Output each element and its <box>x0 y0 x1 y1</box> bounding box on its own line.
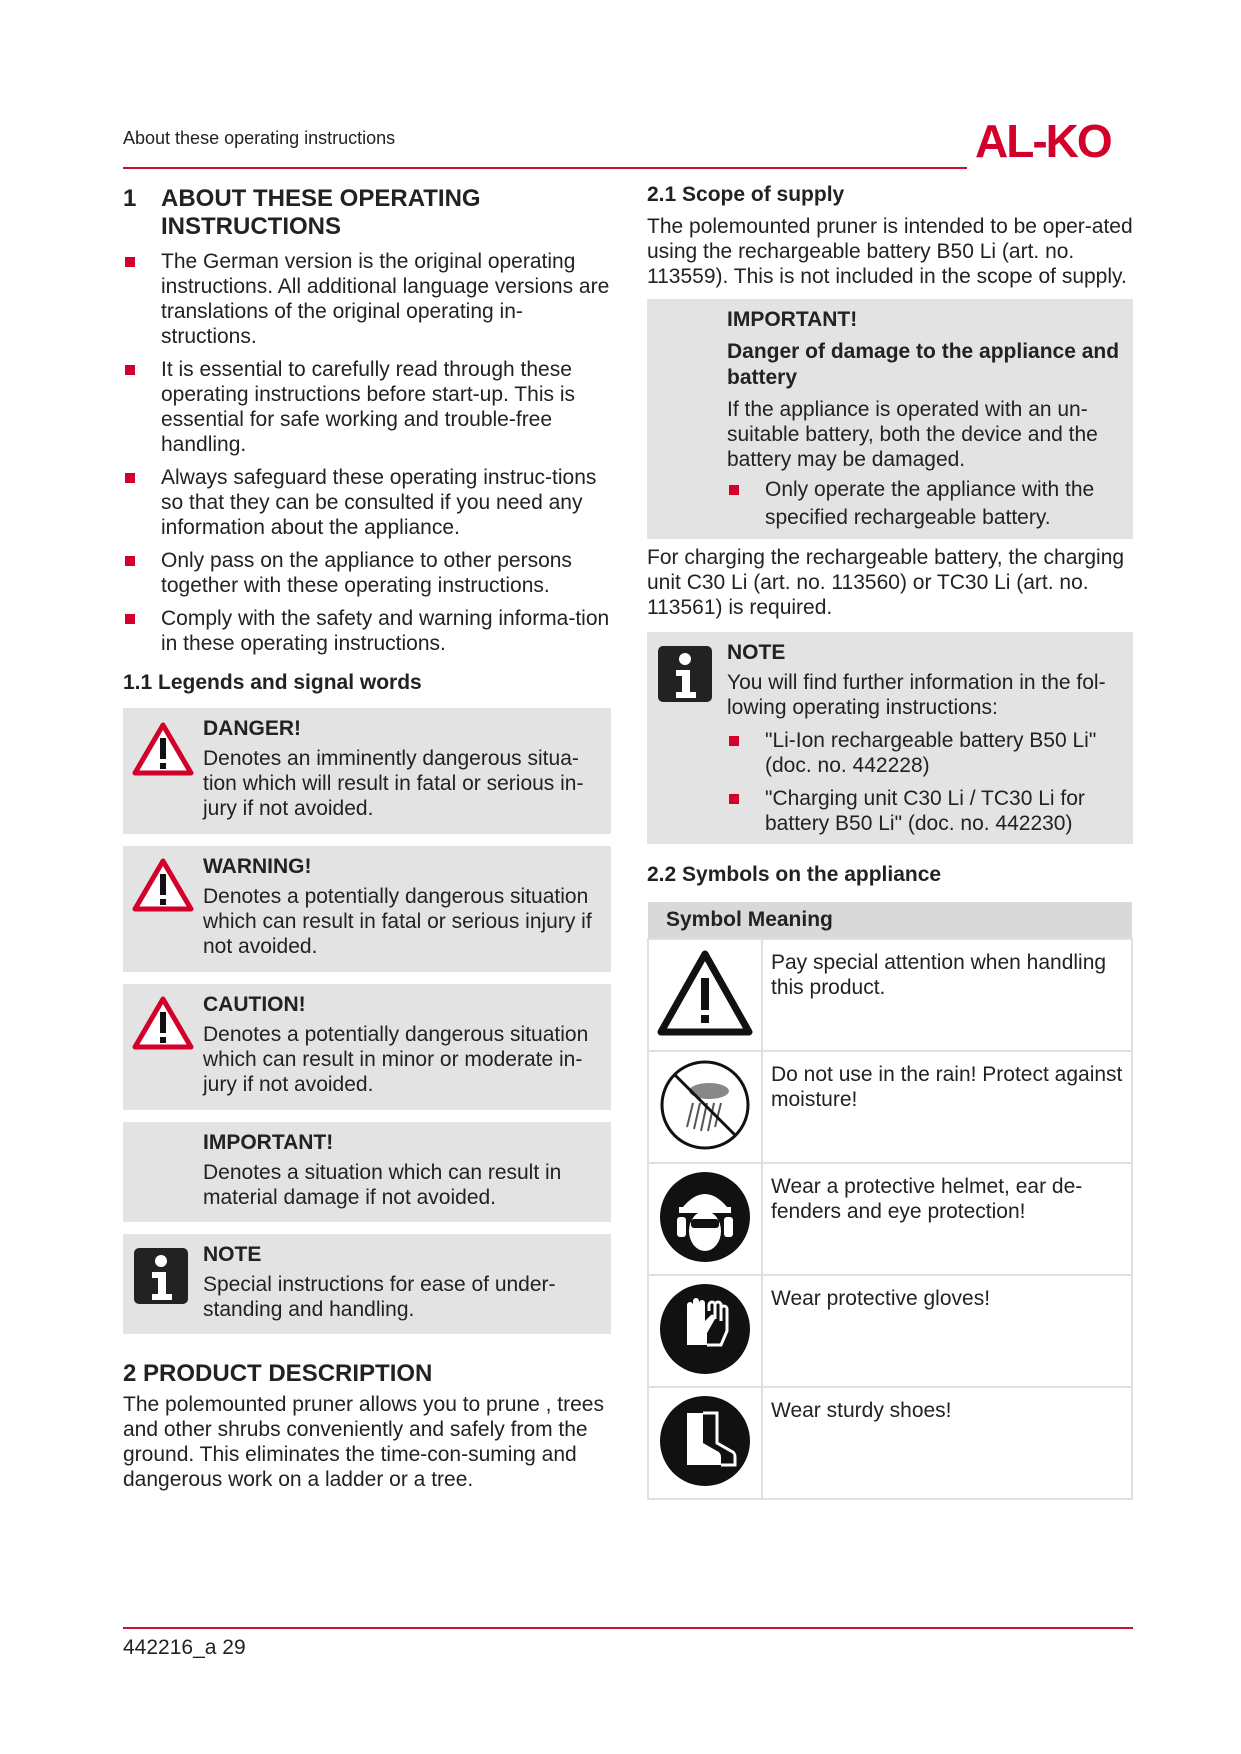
table-row <box>648 1051 1132 1163</box>
danger-title: DANGER! <box>203 717 301 740</box>
alko-logo <box>975 115 1135 165</box>
section-2-1-text: The polemounted pruner is intended to be oper-ated using the rechargeable battery B50 Li (art. no. 113559). This is not included in the scope of supply. <box>647 215 1133 288</box>
bullet-square-icon <box>125 257 135 267</box>
left-column <box>123 185 611 1492</box>
warning-text: Denotes a potentially dangerous situation which can result in fatal or serious injury if not avoided. <box>203 885 592 958</box>
no-rain-icon <box>657 1057 753 1153</box>
symbol-meaning: Wear sturdy shoes! <box>762 1387 1132 1499</box>
note-box <box>123 1234 611 1334</box>
caution-box <box>123 984 611 1110</box>
bullet-square-icon <box>125 365 135 375</box>
important-battery-box <box>647 299 1133 539</box>
note-title: NOTE <box>203 1243 262 1266</box>
important-battery-subtitle: Danger of damage to the appliance and battery <box>727 340 1120 389</box>
right-column <box>647 182 1133 1500</box>
list-item: Always safeguard these operating instruc-tions so that they can be consulted if you need any information about the appliance. <box>123 465 611 540</box>
important-text: Denotes a situation which can result in material damage if not avoided. <box>203 1161 562 1209</box>
table-row <box>648 1163 1132 1275</box>
danger-box <box>123 708 611 834</box>
general-warning-icon <box>657 948 753 1038</box>
sturdy-shoes-icon <box>657 1393 753 1489</box>
warning-box <box>123 846 611 972</box>
info-icon <box>132 1246 190 1306</box>
symbol-column-header: Symbol <box>666 908 742 931</box>
caution-title: CAUTION! <box>203 993 306 1016</box>
caution-text: Denotes a potentially dangerous situation which can result in minor or moderate in-jury if not avoided. <box>203 1023 589 1096</box>
symbol-meaning: Wear protective gloves! <box>762 1275 1132 1387</box>
bullet-square-icon <box>125 614 135 624</box>
charging-text: For charging the rechargeable battery, the charging unit C30 Li (art. no. 113560) or TC30 Li (art. no. 113561) is required. <box>647 546 1125 619</box>
further-info-title: NOTE <box>727 641 786 664</box>
section-1-heading <box>123 185 611 241</box>
list-item: "Li-Ion rechargeable battery B50 Li" (doc. no. 442228) <box>727 728 1127 778</box>
danger-text: Denotes an imminently dangerous situa-tion which will result in fatal or serious in-jury if not avoided. <box>203 747 584 820</box>
note-text: Special instructions for ease of under-standing and handling. <box>203 1273 556 1321</box>
meaning-column-header: Meaning <box>747 908 833 931</box>
warning-title: WARNING! <box>203 855 312 878</box>
table-row <box>648 1387 1132 1499</box>
table-row <box>648 1275 1132 1387</box>
list-item: Comply with the safety and warning informa-tion in these operating instructions. <box>123 606 611 656</box>
section-2-1-heading: 2.1 Scope of supply <box>647 183 845 206</box>
section-1-bullet-list <box>123 249 611 656</box>
bullet-square-icon <box>729 736 739 746</box>
further-info-note-box <box>647 632 1133 844</box>
list-item: Only pass on the appliance to other persons together with these operating instructions. <box>123 548 611 598</box>
warning-triangle-icon <box>132 722 194 776</box>
table-header-row <box>648 902 1132 939</box>
bullet-square-icon <box>125 556 135 566</box>
header-title: About these operating instructions <box>123 128 396 148</box>
further-info-text: You will find further information in the fol-lowing operating instructions: <box>727 671 1106 719</box>
info-icon <box>656 644 714 704</box>
further-info-list <box>727 728 1127 836</box>
important-battery-title: IMPORTANT! <box>727 308 858 331</box>
footer-page-info: 442216_a 29 <box>123 1636 246 1659</box>
warning-triangle-icon <box>132 996 194 1050</box>
section-2-heading: 2 PRODUCT DESCRIPTION <box>123 1360 433 1387</box>
table-row <box>648 939 1132 1051</box>
list-item: Only operate the appliance with the specified rechargeable battery. <box>727 476 1123 532</box>
helmet-ear-eye-protection-icon <box>657 1169 753 1265</box>
section-1-title-line2: INSTRUCTIONS <box>161 213 341 240</box>
bullet-square-icon <box>125 473 135 483</box>
section-1-number: 1 <box>123 185 137 212</box>
important-title: IMPORTANT! <box>203 1131 334 1154</box>
footer-divider <box>123 1627 1133 1629</box>
list-item: The German version is the original operating instructions. All additional language versions are translations of the original operating in-structions. <box>123 249 611 349</box>
bullet-square-icon <box>729 485 739 495</box>
section-1-1-heading: 1.1 Legends and signal words <box>123 671 422 694</box>
warning-triangle-icon <box>132 858 194 912</box>
section-2-2-heading: 2.2 Symbols on the appliance <box>647 863 942 886</box>
list-item: It is essential to carefully read through these operating instructions before start-up. This is essential for safe working and trouble-free handling. <box>123 357 611 457</box>
section-1-title-line1: ABOUT THESE OPERATING <box>161 185 481 212</box>
important-box <box>123 1122 611 1222</box>
important-battery-text: If the appliance is operated with an un-suitable battery, both the device and the battery may be damaged. <box>727 398 1098 471</box>
important-battery-list <box>727 476 1123 532</box>
protective-gloves-icon <box>657 1281 753 1377</box>
symbols-table <box>647 902 1133 1500</box>
symbol-meaning: Wear a protective helmet, ear de-fenders and eye protection! <box>762 1163 1132 1275</box>
symbol-meaning: Pay special attention when handling this product. <box>762 939 1132 1051</box>
alko-logo-text: AL-KO <box>975 115 1111 165</box>
symbol-meaning: Do not use in the rain! Protect against moisture! <box>762 1051 1132 1163</box>
section-2-text: The polemounted pruner allows you to prune , trees and other shrubs conveniently and safely from the ground. This eliminates the time-con-suming and dangerous work on a ladder or a tree. <box>123 1393 604 1491</box>
bullet-square-icon <box>729 794 739 804</box>
list-item: "Charging unit C30 Li / TC30 Li for battery B50 Li" (doc. no. 442230) <box>727 786 1127 836</box>
header-divider <box>123 167 967 169</box>
